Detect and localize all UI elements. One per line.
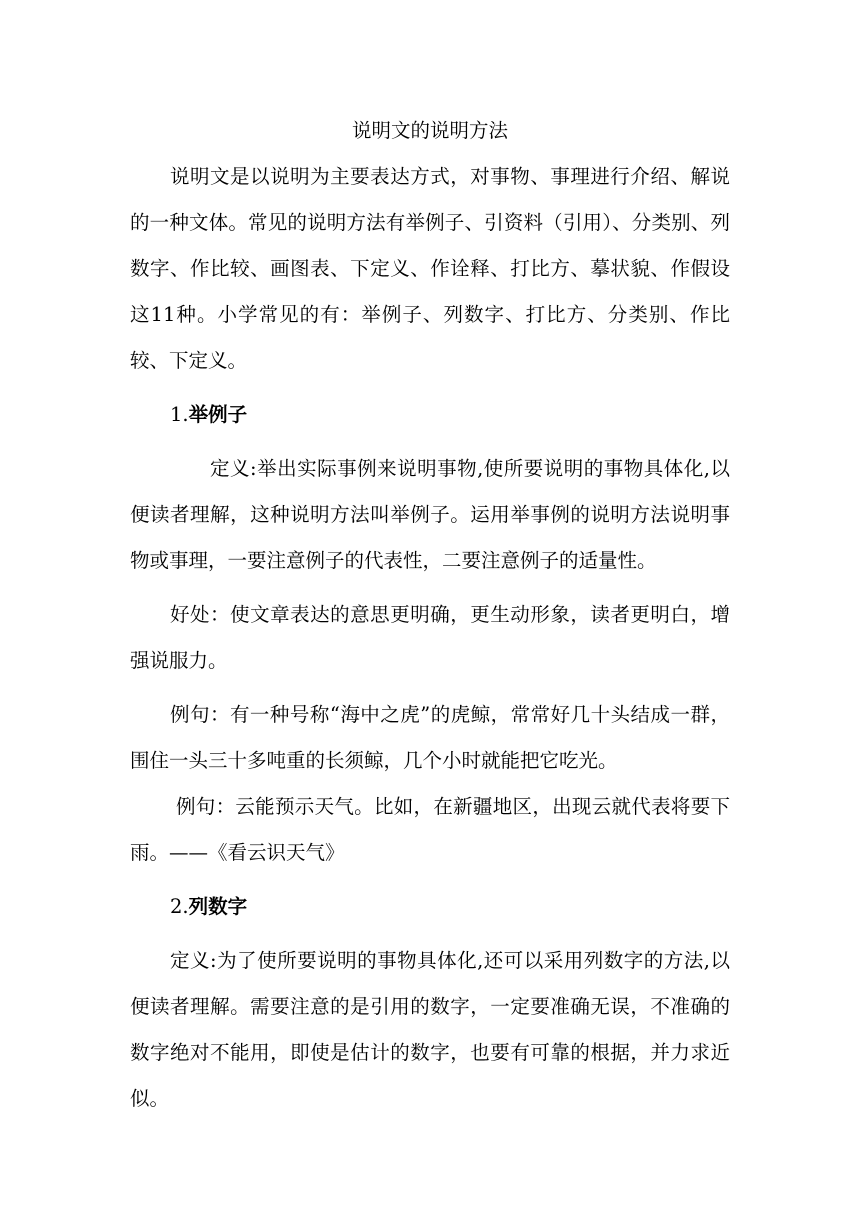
section-title-2: 列数字 [188,895,248,918]
document-content [130,108,730,1122]
section-number-2: 2. [170,895,189,918]
section-title-1: 举例子 [188,403,248,426]
section-1-definition: 定义:举出实际事例来说明事物,使所要说明的事物具体化,以便读者理解，这种说明方法叫举例子。运用举事例的说明方法说明事物或事理，一要注意例子的代表性，二要注意例子的适量性。 [130,457,730,572]
section-number-1: 1. [170,403,189,426]
section-1-example-2: 例句：云能预示天气。比如，在新疆地区，出现云就代表将要下雨。——《看云识天气》 [130,795,730,864]
section-2-definition: 定义:为了使所要说明的事物具体化,还可以采用列数字的方法,以便读者理解。需要注意的是引用的数字，一定要准确无误，不准确的数字绝对不能用，即使是估计的数字，也要有可靠的根据，并力求近似。 [130,949,730,1110]
section-1-example-1: 例句：有一种号称“海中之虎”的虎鲸，常常好几十头结成一群，围住一头三十多吨重的长须鲸，几个小时就能把它吃光。 [130,703,730,772]
section-heading-1 [130,392,730,438]
document-title: 说明文的说明方法 [351,119,508,142]
intro-paragraph: 说明文是以说明为主要表达方式，对事物、事理进行介绍、解说的一种文体。常见的说明方法有举例子、引资料（引用）、分类别、列数字、作比较、画图表、下定义、作诠释、打比方、摹状貌、作假设这11种。小学常见的有：举例子、列数字、打比方、分类别、作比较、下定义。 [130,165,730,372]
section-1-benefit: 好处：使文章表达的意思更明确，更生动形象，读者更明白，增强说服力。 [130,603,730,672]
section-heading-2 [130,884,730,930]
